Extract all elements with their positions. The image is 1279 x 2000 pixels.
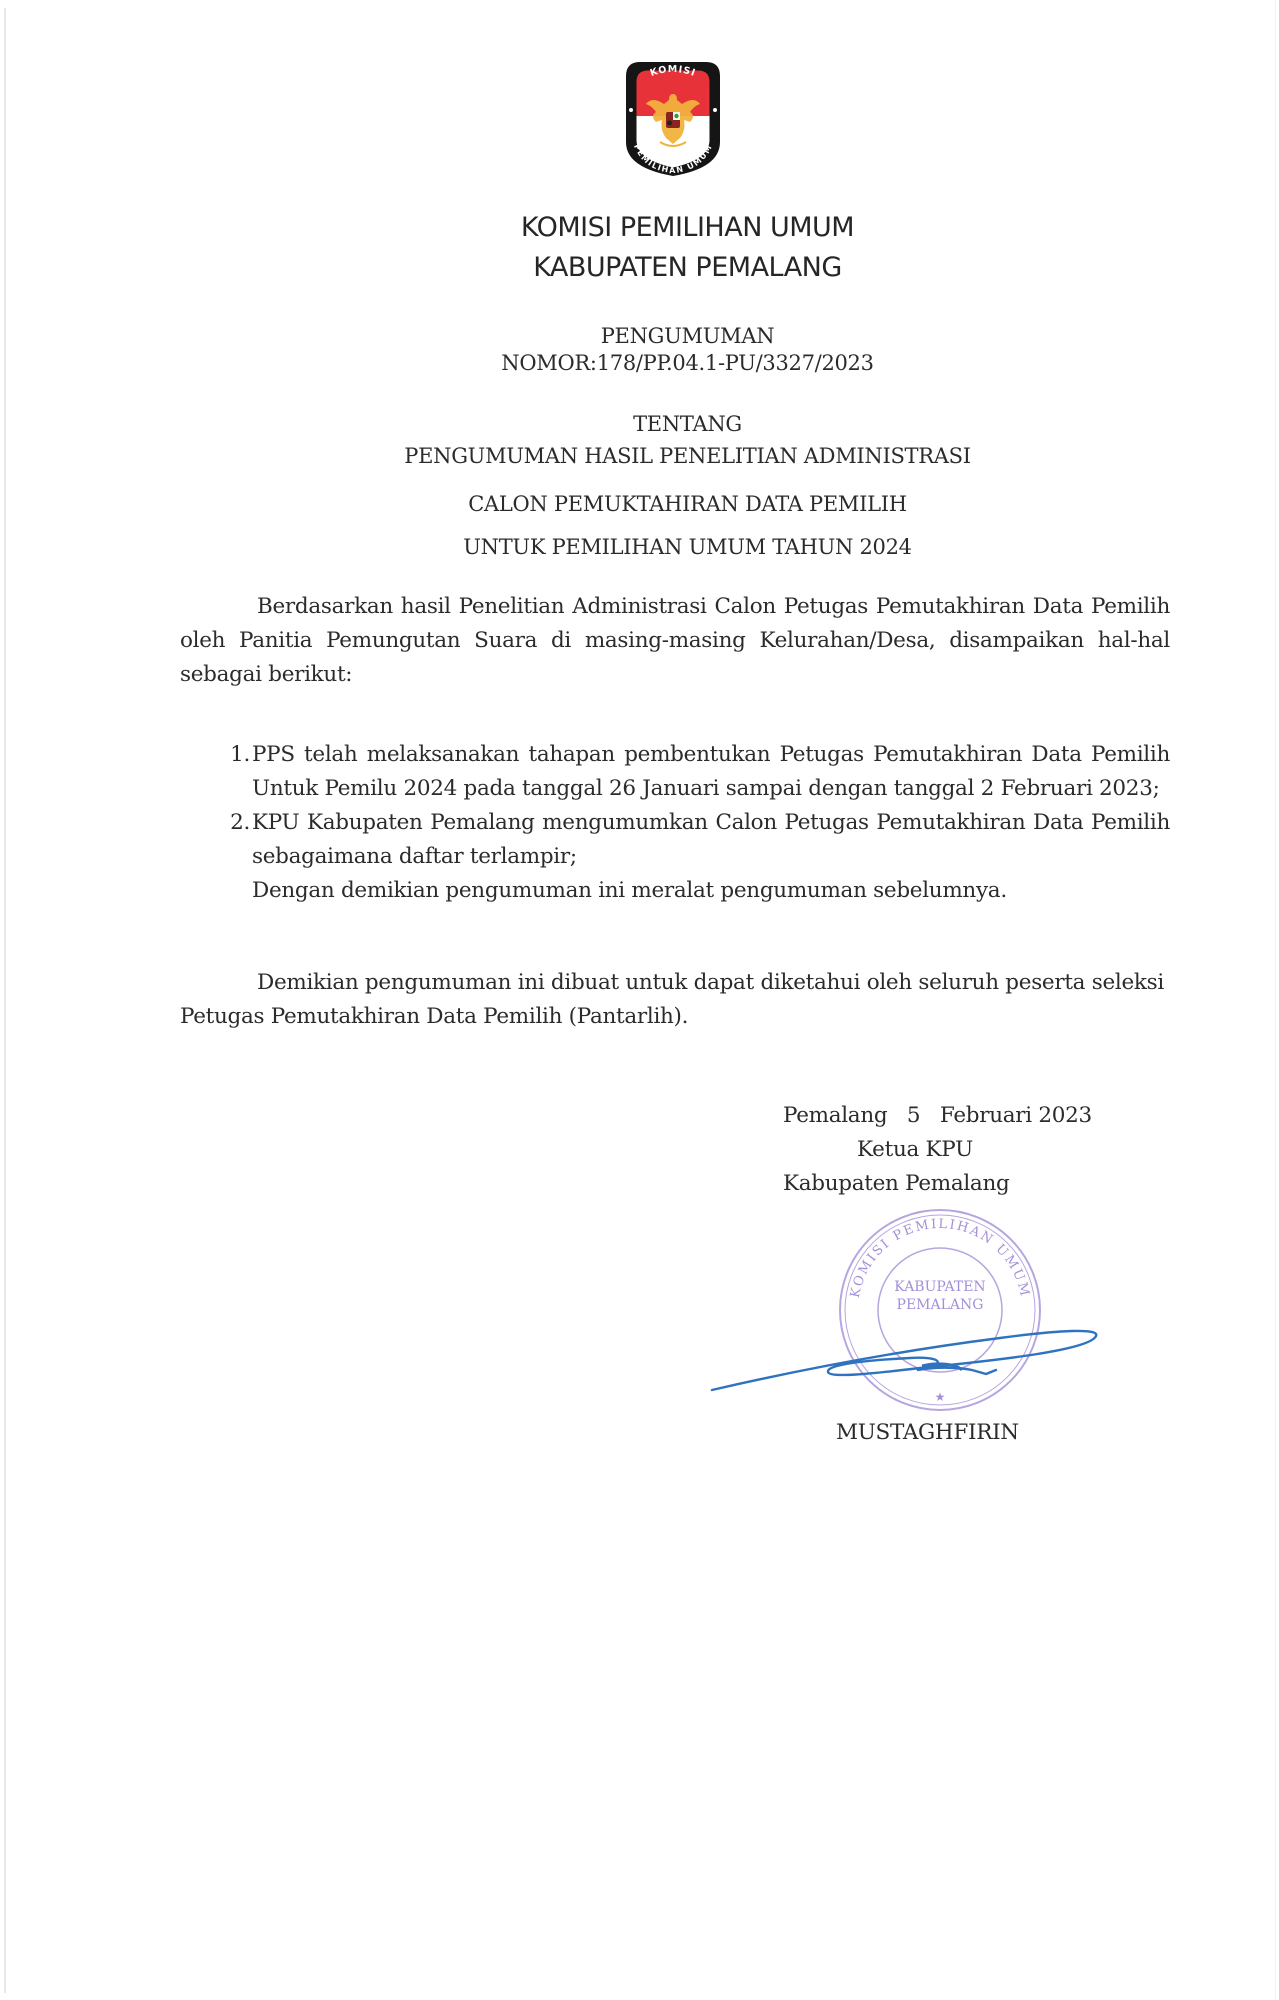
kpu-logo-icon [622,60,724,178]
signer-position: Ketua KPU [857,1137,973,1162]
document-type: PENGUMUMAN [600,324,775,348]
signature-icon [700,1320,1120,1400]
closing-paragraph: Demikian pengumuman ini dibuat untuk dapat diketahui oleh seluruh peserta seleksi Petugas Pemutakhiran Data Pemilih (Pantarlih). [180,970,1164,1029]
about-label: TENTANG [633,412,742,436]
scan-edge-right [1275,0,1276,2000]
subject-line: PENGUMUMAN HASIL PENELITIAN ADMINISTRASI [404,444,971,468]
logo-text-bottom: PEMILIHAN UMUM [631,142,715,176]
scan-edge-left [4,8,6,1993]
institution-name: KOMISI PEMILIHAN UMUM [520,212,855,243]
signer-organization: Kabupaten Pemalang [783,1171,1010,1196]
document-number: NOMOR:178/PP.04.1-PU/3327/2023 [501,351,874,375]
announcement-list [180,738,1170,908]
correction-note: Dengan demikian pengumuman ini meralat pengumuman sebelumnya. [252,878,1007,903]
list-item-number: 2. [230,810,250,835]
list-item-number: 1. [230,742,250,767]
logo-text-top: KOMISI [648,63,698,80]
list-item [180,806,1170,874]
list-item-text: KPU Kabupaten Pemalang mengumumkan Calon Petugas Pemutakhiran Data Pemilih sebagaimana daftar terlampir; [252,810,1170,869]
list-item [180,738,1170,806]
place-date: Pemalang 5 Februari 2023 [783,1103,1092,1128]
stamp-ring-text: KOMISI PEMILIHAN UMUM [847,1216,1033,1300]
intro-paragraph: Berdasarkan hasil Penelitian Administrasi Calon Petugas Pemutakhiran Data Pemilih oleh Panitia Pemungutan Suara di masing-masing Kelurahan/Desa, disampaikan hal-hal sebagai berikut: [180,594,1170,687]
subject-line: CALON PEMUKTAHIRAN DATA PEMILIH [468,492,907,516]
institution-region: KABUPATEN PEMALANG [533,252,842,283]
subject-line: UNTUK PEMILIHAN UMUM TAHUN 2024 [463,535,912,559]
list-item-text: PPS telah melaksanakan tahapan pembentukan Petugas Pemutakhiran Data Pemilih Untuk Pemilu 2024 pada tanggal 26 Januari sampai dengan tanggal 2 Februari 2023; [252,742,1170,801]
signer-name: MUSTAGHFIRIN [836,1420,1019,1445]
stamp-inner-text: KABUPATEN [894,1279,986,1295]
stamp-star-icon: ★ [934,1390,946,1404]
stamp-inner-text: PEMALANG [896,1297,984,1313]
